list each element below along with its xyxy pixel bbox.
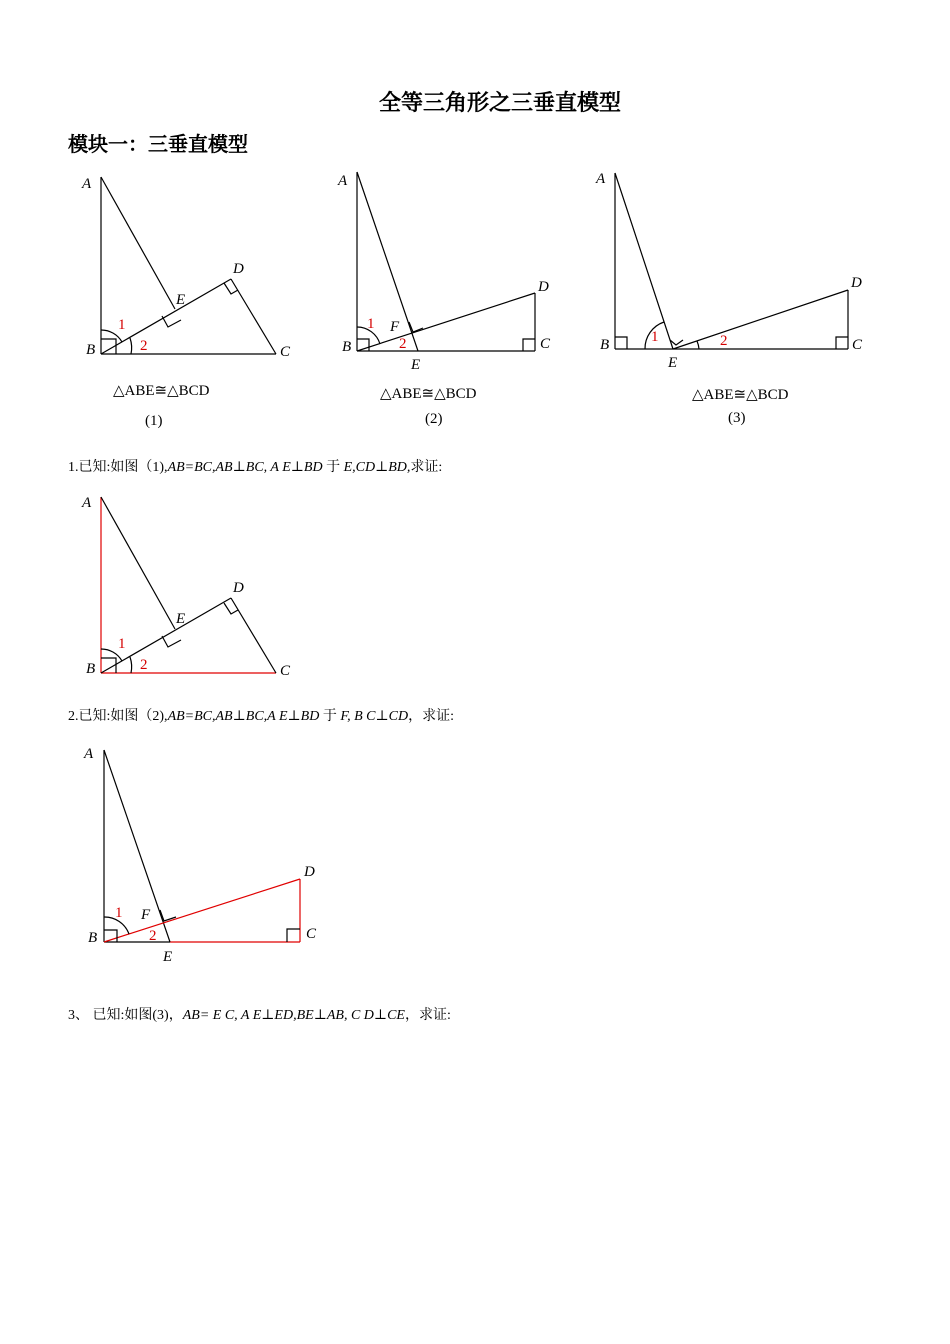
fig3-label-2: 2 xyxy=(720,333,728,349)
figure-2 xyxy=(357,172,535,351)
problem-2-figure xyxy=(104,750,300,942)
problem-2-mid: 于 xyxy=(319,709,341,724)
p2-label-2: 2 xyxy=(149,928,157,944)
fig1-segment-ae xyxy=(101,177,175,309)
p1-label-1: 1 xyxy=(118,636,126,652)
fig2-label-b: B xyxy=(342,339,352,355)
fig3-label-b: B xyxy=(600,337,610,353)
figure-1 xyxy=(101,177,276,354)
fig1-label-c: C xyxy=(280,344,291,360)
p1-label-d: D xyxy=(233,580,244,596)
fig2-label-a: A xyxy=(338,173,348,189)
p2-segment-ae xyxy=(104,750,170,942)
problem-1-figure xyxy=(101,497,276,673)
problem-3-math: AB= E C, A E⊥ED,BE⊥AB, C D⊥CE xyxy=(182,1008,405,1023)
figure-3 xyxy=(615,173,848,349)
p1-label-c: C xyxy=(280,663,291,679)
figure-3-caption: △ABE≅△BCD xyxy=(692,387,789,403)
section-heading: 模块一：三垂直模型 xyxy=(68,132,248,156)
fig2-label-c: C xyxy=(540,336,551,352)
fig3-label-c: C xyxy=(852,337,863,353)
fig3-right-angle-c xyxy=(836,337,848,349)
fig1-label-b: B xyxy=(86,342,96,358)
fig3-label-e: E xyxy=(668,355,678,371)
p2-label-e: E xyxy=(163,949,173,965)
problem-2-suffix: ，求证: xyxy=(408,709,454,724)
fig2-label-1: 1 xyxy=(367,316,375,332)
fig2-right-angle-c xyxy=(523,339,535,351)
fig2-label-f: F xyxy=(390,319,400,335)
fig3-label-1: 1 xyxy=(651,329,659,345)
problem-1-math2: E,CD⊥BD, xyxy=(343,460,411,475)
p2-label-1: 1 xyxy=(115,905,123,921)
problem-2-math2: F, B C⊥CD xyxy=(340,709,409,724)
p1-angle-2-arc xyxy=(130,657,132,673)
p2-right-angle-c xyxy=(287,929,300,942)
fig1-label-2: 2 xyxy=(140,338,148,354)
p1-segment-ae xyxy=(101,497,175,629)
problem-2-prefix: 2.已知:如图（2), xyxy=(68,709,168,724)
fig1-right-angle-d xyxy=(224,283,238,294)
figure-3-number: (3) xyxy=(728,410,746,426)
fig2-label-2: 2 xyxy=(399,336,407,352)
problem-1-prefix: 1.已知:如图（1), xyxy=(68,460,168,475)
p1-right-angle-e xyxy=(162,636,181,647)
p1-label-a: A xyxy=(82,495,92,511)
p1-label-2: 2 xyxy=(140,657,148,673)
fig1-label-e: E xyxy=(176,292,186,308)
fig1-label-1: 1 xyxy=(118,317,126,333)
figure-2-caption: △ABE≅△BCD xyxy=(380,386,477,402)
fig1-label-a: A xyxy=(82,176,92,192)
fig1-label-d: D xyxy=(233,261,244,277)
problem-1-suffix: 求证: xyxy=(410,460,443,475)
fig3-label-a: A xyxy=(596,171,606,187)
p2-label-f: F xyxy=(141,907,151,923)
fig3-angle-2-arc xyxy=(697,341,699,349)
fig2-label-e: E xyxy=(411,357,421,373)
fig1-angle-2-arc xyxy=(130,338,132,354)
problem-3-suffix: ，求证: xyxy=(404,1008,451,1023)
p1-right-angle-d xyxy=(224,603,238,614)
p1-segment-dc xyxy=(231,598,276,673)
fig3-segment-ae xyxy=(615,173,673,349)
fig3-label-d: D xyxy=(851,275,862,291)
figure-2-number: (2) xyxy=(425,411,443,427)
p2-label-b: B xyxy=(88,930,98,946)
fig3-segment-ed xyxy=(673,290,848,349)
fig3-right-angle-b xyxy=(615,337,627,349)
fig2-label-d: D xyxy=(538,279,549,295)
p1-label-e: E xyxy=(176,611,186,627)
problem-3-prefix: 3、 已知:如图(3)， xyxy=(68,1008,183,1023)
problem-1-math: AB=BC,AB⊥BC, A E⊥BD xyxy=(167,460,323,475)
problem-2-math: AB=BC,AB⊥BC,A E⊥BD xyxy=(167,709,320,724)
figure-1-number: (1) xyxy=(145,413,163,429)
p1-label-b: B xyxy=(86,661,96,677)
fig2-segment-bd xyxy=(357,293,535,351)
p2-label-d: D xyxy=(304,864,315,880)
problem-1-mid: 于 xyxy=(322,460,344,475)
p2-segment-bd xyxy=(104,879,300,942)
figure-1-caption: △ABE≅△BCD xyxy=(113,383,210,399)
p2-label-a: A xyxy=(84,746,94,762)
page-title: 全等三角形之三垂直模型 xyxy=(378,91,621,116)
p2-label-c: C xyxy=(306,926,317,942)
